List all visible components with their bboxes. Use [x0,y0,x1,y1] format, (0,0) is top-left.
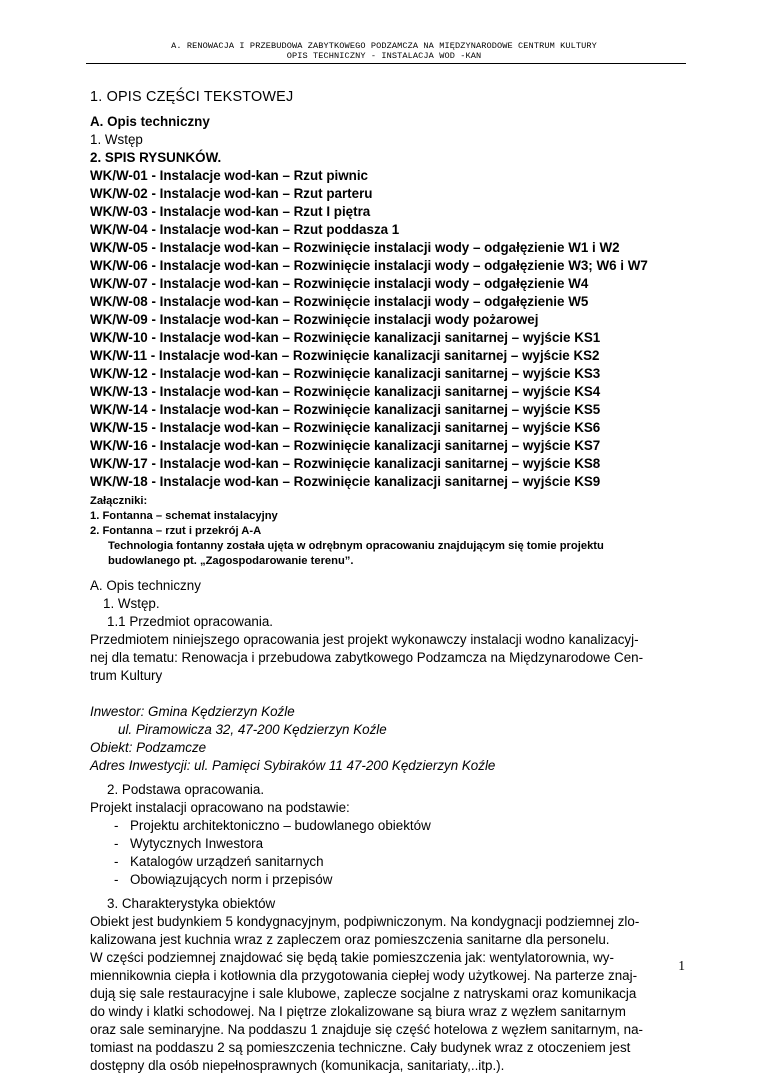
inwestor-address: ul. Piramowicza 32, 47-200 Kędzierzyn Koźle [118,722,387,737]
toc-wstep: 1. Wstęp [90,132,143,147]
header-divider [86,63,686,64]
header-line-2: OPIS TECHNICZNY - INSTALACJA WOD -KAN [286,51,482,61]
section-title: 1. OPIS CZĘŚCI TEKSTOWEJ [90,89,294,105]
drawing-item: WK/W-10 - Instalacje wod-kan – Rozwinięcie kanalizacji sanitarnej – wyjście KS1 [90,330,601,345]
wstep-heading: 1. Wstęp. [103,596,160,611]
paragraph-line: dują się sale restauracyjne i sale klubowe, zaplecze socjalne z natryskami oraz komunikacja [90,986,637,1001]
drawing-item: WK/W-02 - Instalacje wod-kan – Rzut parteru [90,186,373,201]
przedmiot-heading: 1.1 Przedmiot opracowania. [107,614,273,629]
obiekt: Obiekt: Podzamcze [90,740,207,755]
drawing-item: WK/W-04 - Instalacje wod-kan – Rzut poddasza 1 [90,222,400,237]
inwestor: Inwestor: Gmina Kędzierzyn Koźle [90,704,295,719]
drawing-item: WK/W-03 - Instalacje wod-kan – Rzut I piętra [90,204,371,219]
technical-description [90,577,690,1075]
paragraph-line: W części podziemnej znajdować się będą takie pomieszczenia jak: wentylatorownia, wy- [90,950,614,965]
drawing-item: WK/W-07 - Instalacje wod-kan – Rozwinięcie instalacji wody – odgałęzienie W4 [90,276,589,291]
drawing-item: WK/W-12 - Instalacje wod-kan – Rozwinięcie kanalizacji sanitarnej – wyjście KS3 [90,366,601,381]
opis-title: A. Opis techniczny [90,578,201,593]
running-header [0,41,768,61]
investment-address: Adres Inwestycji: ul. Pamięci Sybiraków 11 47-200 Kędzierzyn Koźle [90,758,496,773]
drawing-item: WK/W-06 - Instalacje wod-kan – Rozwinięcie instalacji wody – odgałęzienie W3; W6 i W7 [90,258,648,273]
paragraph-line: do windy i klatki schodowej. Na I piętrze zlokalizowane są biura wraz z węzłem sanitarnym [90,1004,626,1019]
drawing-item: WK/W-18 - Instalacje wod-kan – Rozwinięcie kanalizacji sanitarnej – wyjście KS9 [90,474,601,489]
toc-opis: A. Opis techniczny [90,114,210,129]
bullet-item: - Projektu architektoniczno – budowlanego obiektów [114,818,431,833]
bullet-item: - Katalogów urządzeń sanitarnych [114,854,324,869]
drawing-item: WK/W-14 - Instalacje wod-kan – Rozwinięcie kanalizacji sanitarnej – wyjście KS5 [90,402,601,417]
attachment-item: 2. Fontanna – rzut i przekrój A-A [90,525,262,537]
paragraph-line: Obiekt jest budynkiem 5 kondygnacyjnym, podpiwniczonym. Na kondygnacji podziemnej zlo- [90,914,640,929]
page-number: 1 [678,958,685,973]
bullet-item: - Obowiązujących norm i przepisów [114,872,333,887]
attachments-title: Załączniki: [90,495,148,507]
drawing-item: WK/W-11 - Instalacje wod-kan – Rozwinięcie kanalizacji sanitarnej – wyjście KS2 [90,348,600,363]
charakterystyka-heading: 3. Charakterystyka obiektów [107,896,276,911]
podstawa-intro: Projekt instalacji opracowano na podstawie: [90,800,350,815]
attachment-note: budowlanego pt. „Zagospodarowanie terenu”. [108,555,354,567]
paragraph-line: dostępny dla osób niepełnosprawnych (komunikacja, sanitariaty,..itp.). [90,1058,505,1073]
paragraph-line: miennikownia ciepła i kotłownia dla przygotowania ciepłej wody użytkowej. Na parterze znaj- [90,968,638,983]
drawing-item: WK/W-09 - Instalacje wod-kan – Rozwinięcie instalacji wody pożarowej [90,312,539,327]
drawing-item: WK/W-08 - Instalacje wod-kan – Rozwinięcie instalacji wody – odgałęzienie W5 [90,294,589,309]
paragraph-line: oraz sale seminaryjne. Na poddaszu 1 znajduje się część hotelowa z węzłem sanitarnym, na- [90,1022,644,1037]
drawing-list [90,167,690,491]
paragraph-line: Przedmiotem niniejszego opracowania jest projekt wykonawczy instalacji wodno kanalizacyj- [90,632,639,647]
bullet-item: - Wytycznych Inwestora [114,836,264,851]
paragraph-line: tomiast na poddaszu 2 są pomieszczenia techniczne. Cały budynek wraz z otoczeniem jest [90,1040,631,1055]
podstawa-heading: 2. Podstawa opracowania. [107,782,265,797]
drawing-item: WK/W-15 - Instalacje wod-kan – Rozwinięcie kanalizacji sanitarnej – wyjście KS6 [90,420,601,435]
header-line-1: A. RENOWACJA I PRZEBUDOWA ZABYTKOWEGO PODZAMCZA NA MIĘDZYNARODOWE CENTRUM KULTURY [171,41,597,51]
attachment-item: 1. Fontanna – schemat instalacyjny [90,510,278,522]
attachments [90,494,690,569]
attachment-note: Technologia fontanny została ujęta w odrębnym opracowaniu znajdującym się tomie projektu [108,540,604,552]
drawing-item: WK/W-13 - Instalacje wod-kan – Rozwinięcie kanalizacji sanitarnej – wyjście KS4 [90,384,601,399]
paragraph-line: nej dla tematu: Renowacja i przebudowa zabytkowego Podzamcza na Międzynarodowe Cen- [90,650,644,665]
toc-spis: 2. SPIS RYSUNKÓW. [90,150,222,165]
drawing-item: WK/W-16 - Instalacje wod-kan – Rozwinięcie kanalizacji sanitarnej – wyjście KS7 [90,438,601,453]
drawing-item: WK/W-17 - Instalacje wod-kan – Rozwinięcie kanalizacji sanitarnej – wyjście KS8 [90,456,601,471]
drawing-item: WK/W-05 - Instalacje wod-kan – Rozwinięcie instalacji wody – odgałęzienie W1 i W2 [90,240,620,255]
drawing-item: WK/W-01 - Instalacje wod-kan – Rzut piwnic [90,168,368,183]
paragraph-line: kalizowana jest kuchnia wraz z zapleczem oraz pomieszczenia sanitarne dla personelu. [90,932,610,947]
page-content [90,83,690,1075]
paragraph-line: trum Kultury [90,668,163,683]
